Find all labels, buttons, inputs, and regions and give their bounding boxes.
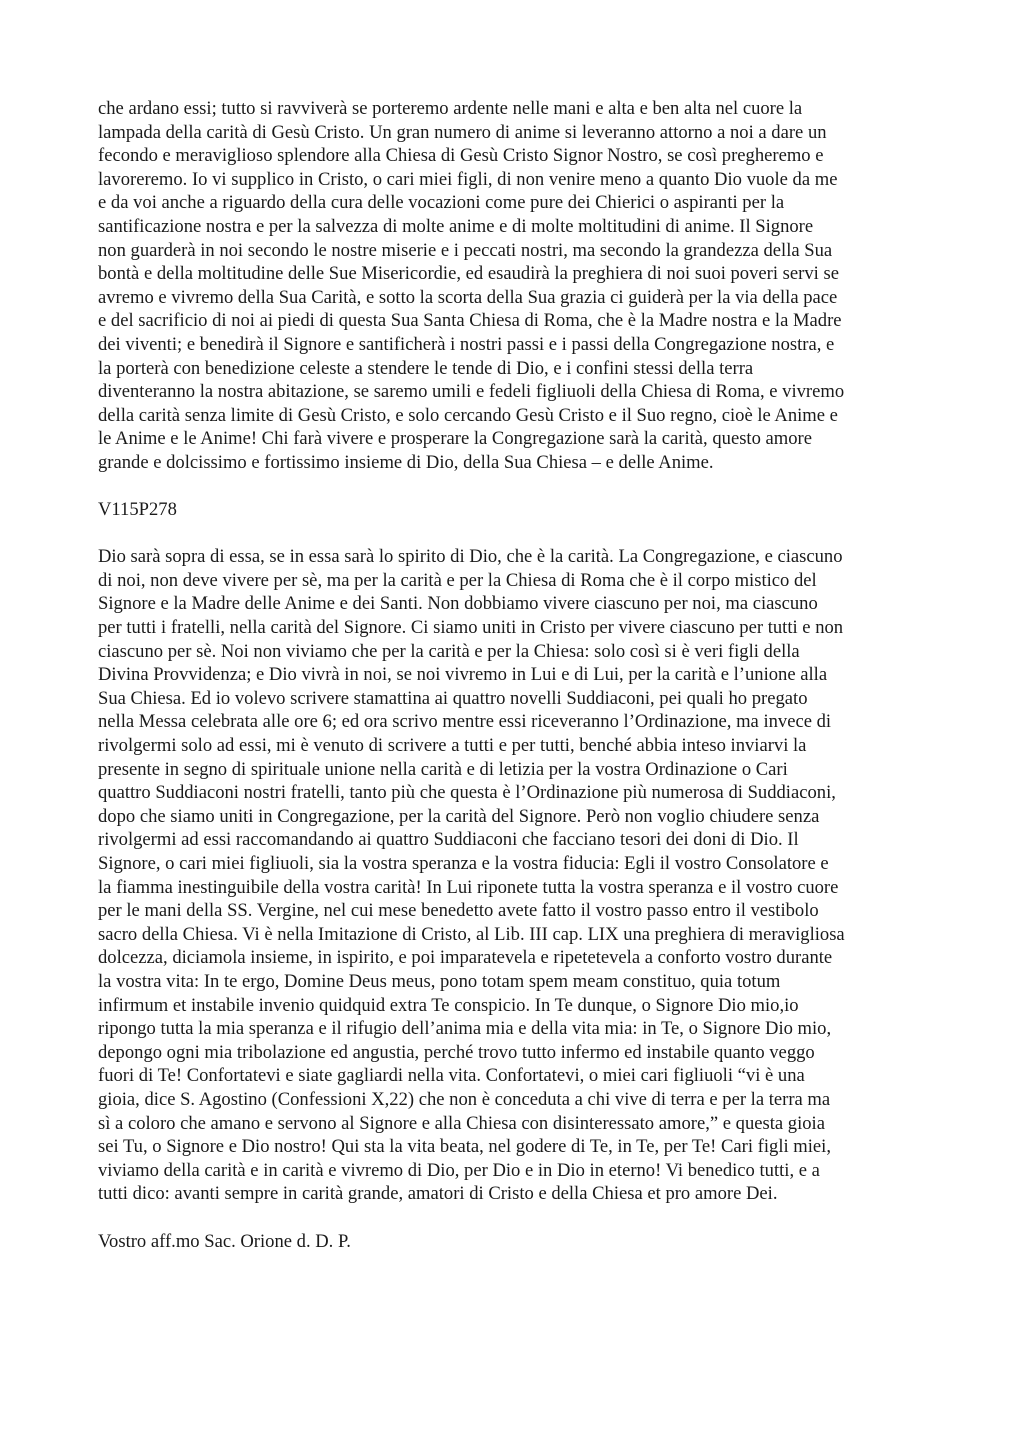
signature: Vostro aff.mo Sac. Orione d. D. P. xyxy=(98,1230,351,1252)
paragraph-1: che ardano essi; tutto si ravviverà se porteremo ardente nelle mani e alta e ben alta nel cuore la lampada della carità di Gesù Cristo. Un gran numero di anime si leveranno attorno a noi a dare un fecondo e meraviglioso splendore alla Chiesa di Gesù Cristo Signor Nostro, se così pregheremo e lavoreremo. Io vi supplico in Cristo, o cari miei figli, di non venire meno a quanto Dio vuole da me e da voi anche a riguardo della cura delle vocazioni come pure dei Chierici o aspiranti per la santificazione nostra e per la salvezza di molte anime e di molte moltitudini di anime. Il Signore non guarderà in noi secondo le nostre miserie e i peccati nostri, ma secondo la grandezza della Sua bontà e della moltitudine delle Sue Misericordie, ed esaudirà la preghiera di noi suoi poveri servi se avremo e vivremo della Sua Carità, e sotto la scorta della Sua grazia ci guiderà per la via della pace e del sacrificio di noi ai piedi di questa Sua Santa Chiesa di Roma, che è la Madre nostra e la Madre dei viventi; e benedirà il Signore e santificherà i nostri passi e i passi della Congregazione nostra, e la porterà con benedizione celeste a stendere le tende di Dio, e i confini stessi della terra diventeranno la nostra abitazione, se saremo umili e fedeli figliuoli della Chiesa di Roma, e vivremo della carità senza limite di Gesù Cristo, e solo cercando Gesù Cristo e il Suo regno, cioè le Anime e le Anime e le Anime! Chi farà vivere e prosperare la Congregazione sarà la carità, questo amore grande e dolcissimo e fortissimo insieme di Dio, della Sua Chiesa – e delle Anime. xyxy=(98,98,845,473)
paragraph-2: Dio sarà sopra di essa, se in essa sarà lo spirito di Dio, che è la carità. La Congregazione, e ciascuno di noi, non deve vivere per sè, ma per la carità e per la Chiesa di Roma che è il corpo mistico del Signore e la Madre delle Anime e dei Santi. Non dobbiamo vivere ciascuno per noi, ma ciascuno per tutti i fratelli, nella carità del Signore. Ci siamo uniti in Cristo per vivere ciascuno per tutti e non ciascuno per sè. Noi non viviamo che per la carità e per la Chiesa: solo così si è veri figli della Divina Provvidenza; e Dio vivrà in noi, se noi vivremo in Lui e di Lui, per la carità e l’unione alla Sua Chiesa. Ed io volevo scrivere stamattina ai quattro novelli Suddiaconi, pei quali ho pregato nella Messa celebrata alle ore 6; ed ora scrivo mentre essi riceveranno l’Ordinazione, ma invece di rivolgermi solo ad essi, mi è venuto di scrivere a tutti e per tutti, benché abbia inteso inviarvi la presente in segno di spirituale unione nella carità e di letizia per la vostra Ordinazione o Cari quattro Suddiaconi nostri fratelli, tanto più che questa è l’Ordinazione più numerosa di Suddiaconi, dopo che siamo uniti in Congregazione, per la carità del Signore. Però non voglio chiudere senza rivolgermi ad essi raccomandando ai quattro Suddiaconi che facciano tesori dei doni di Dio. Il Signore, o cari miei figliuoli, sia la vostra speranza e la vostra fiducia: Egli il vostro Consolatore e la fiamma inestinguibile della vostra carità! In Lui riponete tutta la vostra speranza e il vostro cuore per le mani della SS. Vergine, nel cui mese benedetto avete fatto il vostro passo entro il vestibolo sacro della Chiesa. Vi è nella Imitazione di Cristo, al Lib. III cap. LIX una preghiera di meravigliosa dolcezza, diciamola insieme, in ispirito, e poi imparatevela e ripetetevela a conforto vostro durante la vostra vita: In te ergo, Domine Deus meus, pono totam spem meam constituo, quia totum infirmum et instabile invenio quidquid extra Te conspicio. In Te dunque, o Signore Dio mio,io ripongo tutta la mia speranza e il rifugio dell’anima mia e della vita mia: in Te, o Signore Dio mio, depongo ogni mia tribolazione ed angustia, perché trovo tutto infermo ed instabile quanto veggo fuori di Te! Confortatevi e siate gagliardi nella vita. Confortatevi, o miei cari figliuoli “vi è una gioia, dice S. Agostino (Confessioni X,22) che non è conceduta a chi vive di terra e per la terra ma sì a coloro che amano e servono al Signore e alla Chiesa con disinteressato amore,” e questa gioia sei Tu, o Signore e Dio nostro! Qui sta la vita beata, nel godere di Te, in Te, per Te! Cari figli miei, viviamo della carità e in carità e vivremo di Dio, per Dio e in Dio in eterno! Vi benedico tutti, e a tutti dico: avanti sempre in carità grande, amatori di Cristo e della Chiesa et pro amore Dei. xyxy=(98,546,845,1205)
document-page xyxy=(98,97,938,1253)
page-reference: V115P278 xyxy=(98,499,177,521)
